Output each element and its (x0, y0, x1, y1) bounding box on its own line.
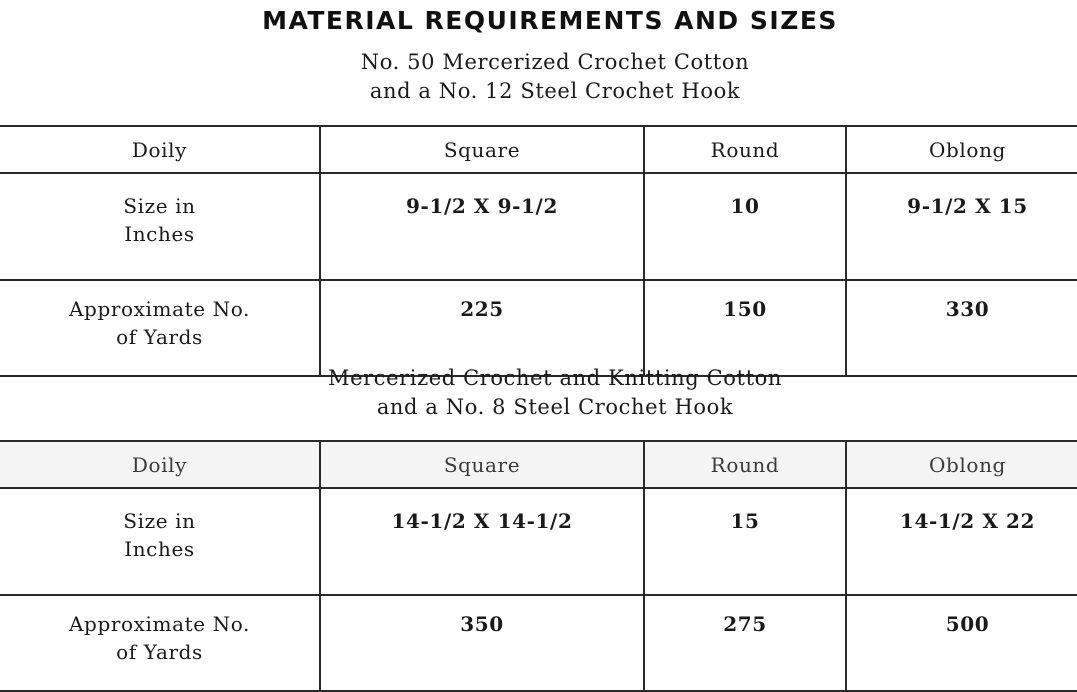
size-oblong: 9-1/2 X 15 (846, 173, 1077, 280)
header-round: Round (644, 441, 846, 488)
size-label-line2: Inches (124, 537, 195, 561)
header-square: Square (320, 126, 644, 173)
table-row-yards (0, 280, 1077, 376)
section2-subtitle (0, 364, 1077, 422)
yards-oblong: 330 (846, 280, 1077, 376)
table-row-size (0, 173, 1077, 280)
table-header-row (0, 126, 1077, 173)
yards-round: 275 (644, 595, 846, 691)
section2-subtitle-line1: Mercerized Crochet and Knitting Cotton (328, 366, 782, 390)
header-doily: Doily (0, 441, 320, 488)
size-square: 9-1/2 X 9-1/2 (320, 173, 644, 280)
table-header-row (0, 441, 1077, 488)
size-label (0, 173, 320, 280)
size-label (0, 488, 320, 595)
section1-subtitle-line1: No. 50 Mercerized Crochet Cotton (360, 50, 750, 74)
section1-subtitle-line2: and a No. 12 Steel Crochet Hook (369, 79, 741, 103)
header-oblong: Oblong (846, 441, 1077, 488)
size-oblong: 14-1/2 X 22 (846, 488, 1077, 595)
yards-label-line2: of Yards (116, 640, 203, 664)
size-round: 10 (644, 173, 846, 280)
yards-square: 225 (320, 280, 644, 376)
size-round: 15 (644, 488, 846, 595)
header-doily: Doily (0, 126, 320, 173)
yards-square: 350 (320, 595, 644, 691)
yards-label (0, 280, 320, 376)
header-oblong: Oblong (846, 126, 1077, 173)
yards-label-line1: Approximate No. (69, 297, 250, 321)
yards-label (0, 595, 320, 691)
table-row-size (0, 488, 1077, 595)
size-square: 14-1/2 X 14-1/2 (320, 488, 644, 595)
section1-table (0, 125, 1077, 377)
header-round: Round (644, 126, 846, 173)
size-label-line2: Inches (124, 222, 195, 246)
section2-subtitle-line2: and a No. 8 Steel Crochet Hook (376, 395, 734, 419)
header-square: Square (320, 441, 644, 488)
page-title: MATERIAL REQUIREMENTS AND SIZES (262, 6, 838, 35)
size-label-line1: Size in (123, 194, 196, 218)
yards-label-line1: Approximate No. (69, 612, 250, 636)
size-label-line1: Size in (123, 509, 196, 533)
yards-round: 150 (644, 280, 846, 376)
yards-oblong: 500 (846, 595, 1077, 691)
section1-subtitle (0, 48, 1077, 106)
yards-label-line2: of Yards (116, 325, 203, 349)
table-row-yards (0, 595, 1077, 691)
section2-table (0, 440, 1077, 692)
